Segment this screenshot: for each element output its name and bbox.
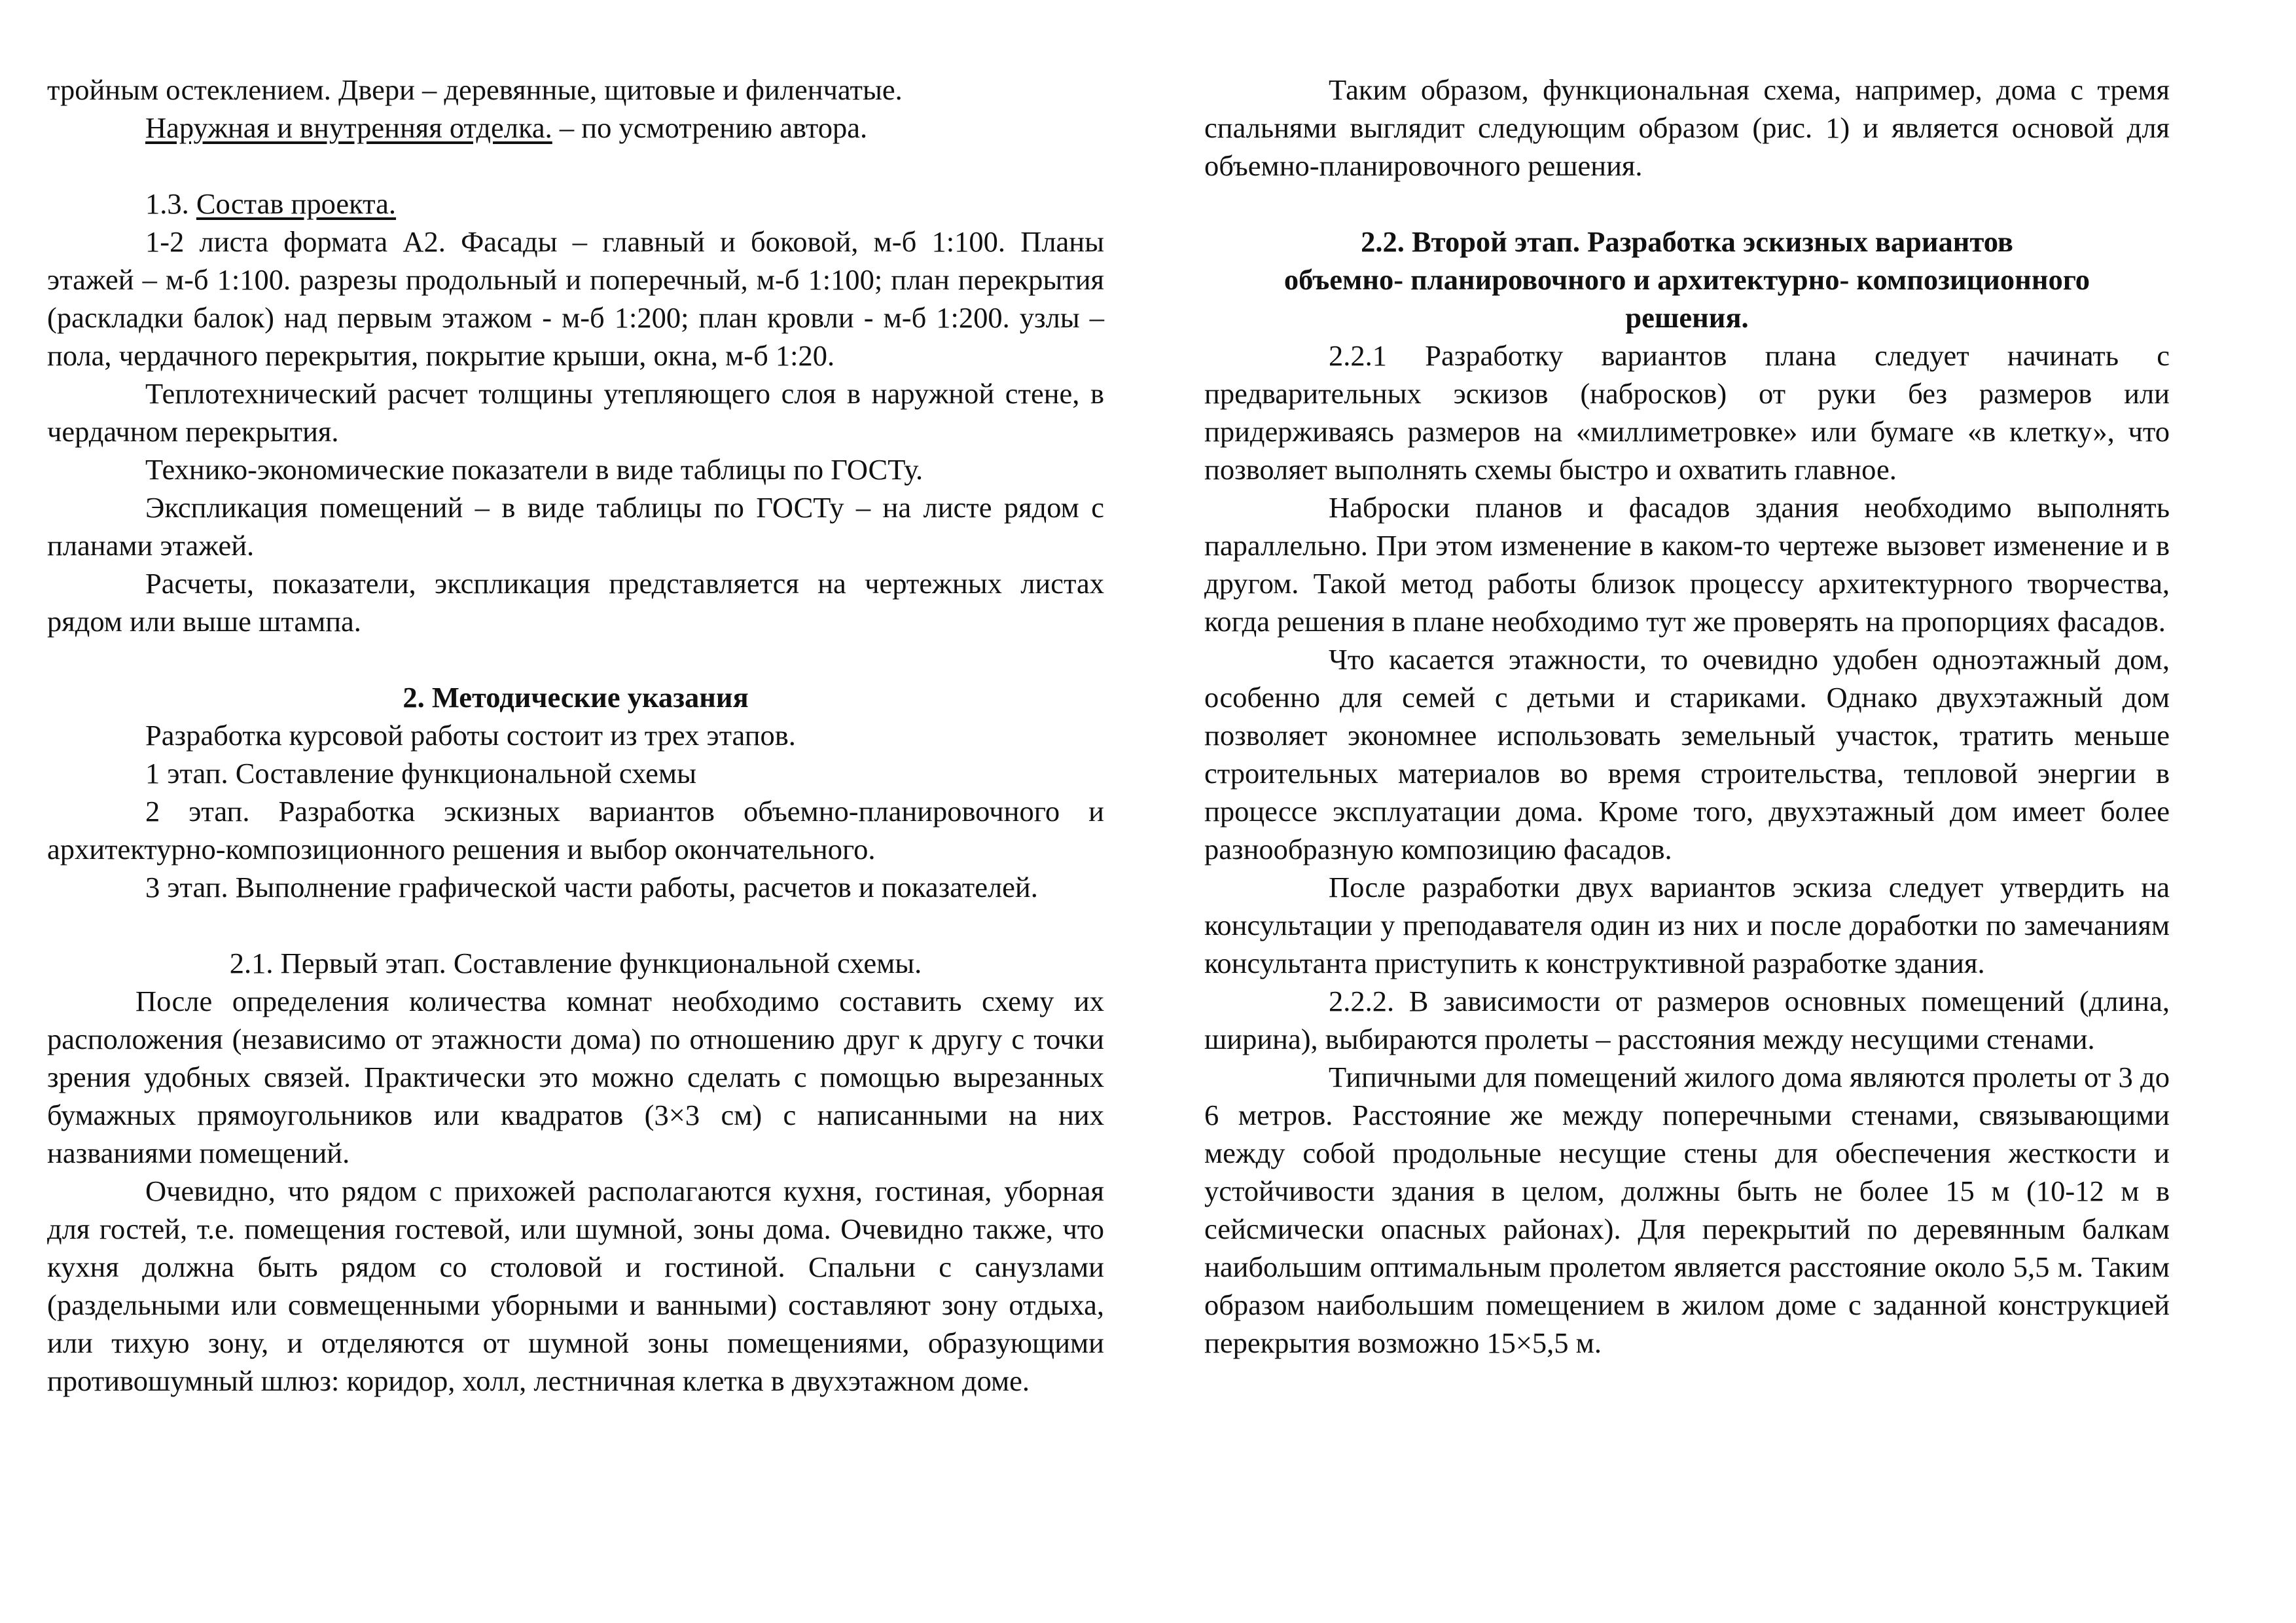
paragraph-spans: 2.2.2. В зависимости от размеров основных помещений (длина, ширина), выбираются пролеты – расстояния между несущими стенами. <box>1204 985 2170 1055</box>
paragraph-stage-2: 2 этап. Разработка эскизных вариантов объемно-планировочного и архитектурно-композиционного решения и выбор окончательного. <box>47 795 1104 866</box>
paragraph-stages-intro: Разработка курсовой работы состоит из трех этапов. <box>145 719 796 752</box>
paragraph-glazing: тройным остеклением. Двери – деревянные, щитовые и филенчатые. <box>47 73 903 106</box>
paragraph-stage-1: 1 этап. Составление функциональной схемы <box>145 757 696 790</box>
paragraph-stage-3: 3 этап. Выполнение графической части работы, расчетов и показателей. <box>145 871 1038 903</box>
paragraph-approval: После разработки двух вариантов эскиза следует утвердить на консультации у преподавателя один из них и после доработки по замечаниям консультанта приступить к конструктивной разработке здания. <box>1204 871 2170 979</box>
spacer <box>47 147 1104 185</box>
section-number: 1.3. <box>145 187 196 220</box>
finishing-heading: Наружная и внутренняя отделка. <box>145 111 552 144</box>
paragraph-zones: Очевидно, что рядом с прихожей располагаются кухня, гостиная, уборная для гостей, т.е. помещения гостевой, или шумной, зоны дома. Очевидно также, что кухня должна быть рядом со столовой и гостиной. Спальни с санузлами (раздельными или совмещенными уборными и ванными) составляют зону отдыха, или тихую зону, и отделяются от шумной зоны помещениями, образующими противошумный шлюз: коридор, холл, лестничная клетка в двухэтажном доме. <box>47 1175 1104 1397</box>
section-2-2-heading-line1: 2.2. Второй этап. Разработка эскизных вариантов <box>1361 225 2013 258</box>
paragraph-scheme-summary: Таким образом, функциональная схема, например, дома с тремя спальнями выглядит следующим образом (рис. 1) и является основой для объемно-планировочного решения. <box>1204 73 2170 182</box>
spacer <box>47 906 1104 944</box>
section-1-3-heading <box>47 185 1104 223</box>
paragraph-explication: Экспликация помещений – в виде таблицы по ГОСТу – на листе рядом с планами этажей. <box>47 491 1104 562</box>
paragraph-storeys: Что касается этажности, то очевидно удобен одноэтажный дом, особенно для семей с детьми и стариками. Однако двухэтажный дом позволяет экономнее использовать земельный участок, тратить меньше строительных материалов во время строительства, тепловой энергии в процессе эксплуатации дома. Кроме того, двухэтажный дом имеет более разнообразную композицию фасадов. <box>1204 643 2170 866</box>
section-title: Состав проекта. <box>196 187 397 220</box>
spacer <box>47 640 1104 678</box>
paragraph-calculations: Расчеты, показатели, экспликация представляется на чертежных листах рядом или выше штампа. <box>47 567 1104 638</box>
spacer <box>1204 185 2170 223</box>
paragraph-sheets: 1-2 листа формата А2. Фасады – главный и боковой, м-б 1:100. Планы этажей – м-б 1:100. разрезы продольный и поперечный, м-б 1:100; план перекрытия (раскладки балок) над первым этажом - м-б 1:200; план кровли - м-б 1:200. узлы – пола, чердачного перекрытия, покрытие крыши, окна, м-б 1:20. <box>47 225 1104 372</box>
section-2-1-heading: 2.1. Первый этап. Составление функциональной схемы. <box>229 947 922 979</box>
finishing-text: – по усмотрению автора. <box>552 111 868 144</box>
section-2-2-heading-line3: решения. <box>1625 301 1749 334</box>
paragraph-thermal: Теплотехнический расчет толщины утепляющего слоя в наружной стене, в чердачном перекрытия. <box>47 377 1104 448</box>
paragraph-indicators: Технико-экономические показатели в виде таблицы по ГОСТу. <box>145 453 924 486</box>
right-column <box>1204 71 2170 1362</box>
left-column <box>47 71 1104 1400</box>
section-2-heading: 2. Методические указания <box>403 681 749 714</box>
paragraph-typical-spans: Типичными для помещений жилого дома являются пролеты от 3 до 6 метров. Расстояние же между поперечными стенами, связывающими между собой продольные несущие стены для обеспечения жесткости и устойчивости здания в целом, должны быть не более 15 м (10-12 м в сейсмически опасных районах). Для перекрытий по деревянным балкам наибольшим оптимальным пролетом является расстояние около 5,5 м. Таким образом наибольшим помещением в жилом доме с заданной конструкцией перекрытия возможно 15×5,5 м. <box>1204 1061 2170 1359</box>
section-2-2-heading-line2: объемно- планировочного и архитектурно- композиционного <box>1283 263 2090 296</box>
paragraph-plans-facades: Наброски планов и фасадов здания необходимо выполнять параллельно. При этом изменение в каком-то чертеже вызовет изменение и в другом. Такой метод работы близок процессу архитектурного творчества, когда решения в плане необходимо тут же проверять на пропорциях фасадов. <box>1204 491 2170 638</box>
paragraph-finishing <box>47 109 1104 147</box>
paragraph-room-scheme: После определения количества комнат необходимо составить схему их расположения (независимо от этажности дома) по отношению друг к другу с точки зрения удобных связей. Практически это можно сделать с помощью вырезанных бумажных прямоугольников или квадратов (3×3 см) с написанными на них названиями помещений. <box>47 985 1104 1169</box>
paragraph-sketches: 2.2.1 Разработку вариантов плана следует начинать с предварительных эскизов (набросков) от руки без размеров или придерживаясь размеров на «миллиметровке» или бумаге «в клетку», что позволяет выполнять схемы быстро и охватить главное. <box>1204 339 2170 486</box>
